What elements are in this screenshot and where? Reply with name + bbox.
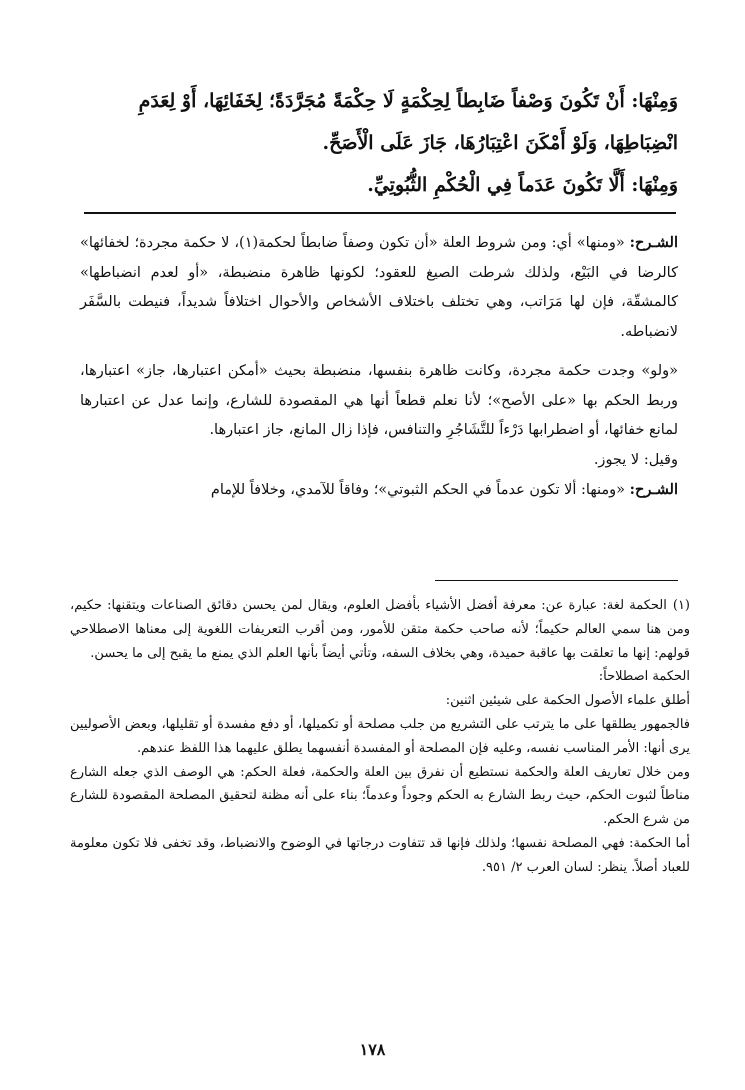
page-number: ١٧٨ (359, 1040, 386, 1059)
footnote-line: أطلق علماء الأصول الحكمة على شيئين اثنين: (445, 693, 690, 709)
sharh-paragraph-3: وقيل: لا يجوز. (593, 451, 678, 468)
footnote-line: ومن خلال تعاريف العلة والحكمة نستطيع أن نفرق بين العلة والحكمة، فعلة الحكم: هي الوصف الذي جعله الشارع مناطاً لثبوت الحكم، حيث ربط الشارع به الحكم وجوداً وعدماً؛ بناء على أنه مظنة لتحقيق المصلحة المقصودة للشارع من شرع الحكم. (70, 764, 690, 828)
matn-line-1: وَمِنْهَا: أَنْ تَكُونَ وَصْفاً ضَابِطاً لِحِكْمَةٍ لَا حِكْمَةً مُجَرَّدَةً؛ لِخَفَائِهَا، أَوْ لِعَدَمِ (138, 90, 678, 112)
footnote-line: الحكمة اصطلاحاً: (598, 669, 690, 685)
sharh-paragraph-4-text: «ومنها: ألا تكون عدماً في الحكم الثبوتي»؛ وفاقاً للآمدي، وخلافاً للإمام (210, 482, 626, 498)
sharh-paragraph-2: «ولو» وجدت حكمة مجردة، وكانت ظاهرة بنفسها، منضبطة بحيث «أمكن اعتبارها، جاز» اعتبارها، وربط الحكم بها «على الأصح»؛ لأنا نعلم قطعاً أنها هي المقصودة للشارع، وإنما عدل عن اعتبارها لمانع خفائها، أو اضطرابها دَرْءاً للتَّشَاجُرِ والتنافس، فإذا زال المانع، جاز اعتبارها. (80, 363, 678, 438)
footnote-line: فالجمهور يطلقها على ما يترتب على التشريع من جلب مصلحة أو تكميلها، أو دفع مفسدة أو تقليلها، وبعض الأصوليين يرى أنها: الأمر المناسب نفسه، وعليه فإن المصلحة أو المفسدة أنفسهما يطلق عليهما هذا اللفظ عندهم. (70, 716, 690, 756)
footnote-number: (١) (672, 598, 690, 613)
matn-text (78, 80, 678, 206)
sharh-paragraph-1 (80, 228, 678, 347)
footnote-line (70, 594, 690, 665)
sharh-label: الشـرح: (629, 234, 678, 251)
footnote (70, 594, 690, 880)
matn-line-3: وَمِنْهَا: أَلَّا تَكُونَ عَدَماً فِي الْحُكْمِ الثُّبُوتِيِّ. (367, 174, 678, 196)
sharh-text (80, 228, 678, 506)
footnote-divider (435, 580, 678, 581)
footnote-line-text: الحكمة لغة: عبارة عن: معرفة أفضل الأشياء بأفضل العلوم، ويقال لمن يحسن دقائق الصناعات ويتقنها: حكيم، ومن هنا سمي العالم حكيماً؛ لأنه صاحب حكمة متقن للأمور، ومن أقرب التعريفات اللغوية إلى معناها الاصطلاحي قولهم: إنها ما تعلقت بها عاقبة حميدة، وهي بخلاف السفه، وتأتي أيضاً بأنها العلم الذي يمنع ما يقبح إلى ما يحسن. (70, 598, 690, 661)
sharh-label: الشـرح: (629, 481, 678, 498)
sharh-paragraph-1-text: «ومنها» أي: ومن شروط العلة «أن تكون وصفاً ضابطاً لحكمة(١)، لا حكمة مجردة؛ لخفائها» كالرضا في البَيْع، ولذلك شرطت الصيغ للعقود؛ لكونها ظاهرة منضبطة، «أو لعدم انضباطها» كالمشقّة، فإن لها مَرَاتب، وهي تختلف باختلاف الأشخاص والأحوال اختلافاً شديداً، فنيطت بالسَّفَر لانضباطه. (80, 235, 678, 340)
matn-line-2: انْضِبَاطِهَا، وَلَوْ أَمْكَنَ اعْتِبَارُهَا، جَازَ عَلَى الْأَصَحِّ. (322, 132, 678, 154)
sharh-paragraph-4 (80, 475, 678, 506)
footnote-line: أما الحكمة: فهي المصلحة نفسها؛ ولذلك فإنها قد تتفاوت درجاتها في الوضوح والانضباط، وقد تخفى فلا تكون معلومة للعباد أصلاً. ينظر: لسان العرب ٢/ ٩٥١. (70, 835, 690, 875)
section-divider (84, 212, 676, 214)
